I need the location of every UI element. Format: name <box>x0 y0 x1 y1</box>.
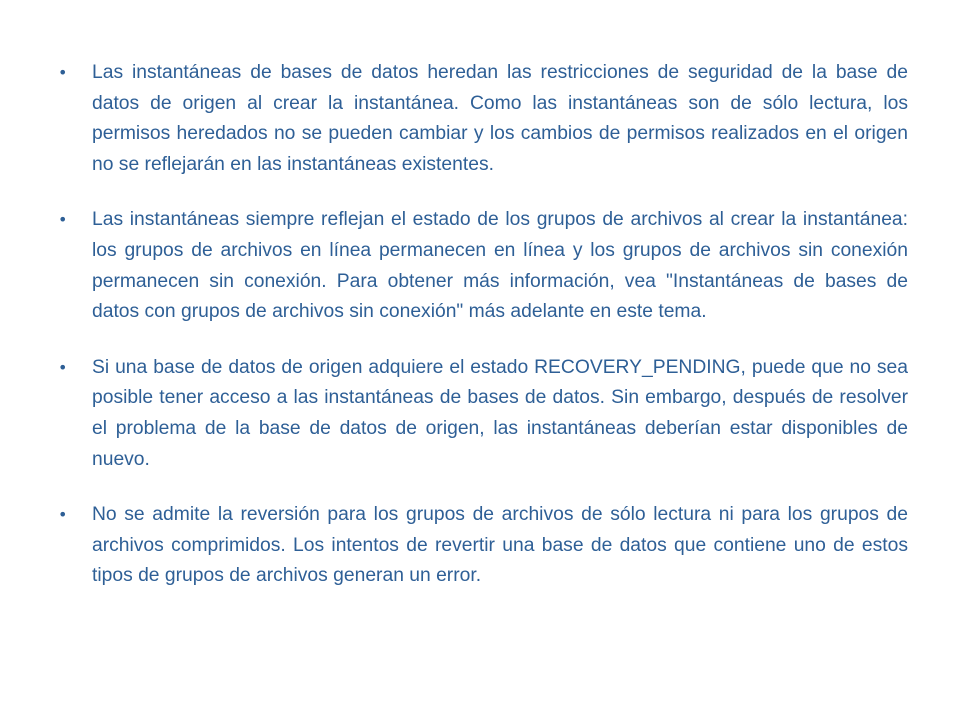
bullet-item-reversion <box>58 500 908 592</box>
bullet-icon: • <box>58 357 68 377</box>
bullet-text: Si una base de datos de origen adquiere el estado RECOVERY_PENDING, puede que no sea posible tener acceso a las instantáneas de bases de datos. Sin embargo, después de resolver el problema de la base de datos de origen, las instantáneas deberían estar disponibles de nuevo. <box>92 356 908 470</box>
bullet-item-filegroup-state <box>58 205 908 327</box>
bullet-item-security <box>58 58 908 180</box>
bullet-text: Las instantáneas de bases de datos heredan las restricciones de seguridad de la base de datos de origen al crear la instantánea. Como las instantáneas son de sólo lectura, los permisos heredados no se pueden cambiar y los cambios de permisos realizados en el origen no se reflejarán en las instantáneas existentes. <box>92 62 908 175</box>
bullet-list <box>58 58 908 617</box>
bullet-item-recovery-pending <box>58 353 908 475</box>
bullet-icon: • <box>58 63 68 82</box>
bullet-icon: • <box>58 505 68 525</box>
bullet-text: Las instantáneas siempre reflejan el estado de los grupos de archivos al crear la instantánea: los grupos de archivos en línea permanecen en línea y los grupos de archivos sin conexión permanecen sin conexión. Para obtener más información, vea "Instantáneas de bases de datos con grupos de archivos sin conexión" más adelante en este tema. <box>92 209 908 323</box>
bullet-icon: • <box>58 210 68 230</box>
bullet-text: No se admite la reversión para los grupos de archivos de sólo lectura ni para los grupos de archivos comprimidos. Los intentos de revertir una base de datos que contiene uno de estos tipos de grupos de archivos generan un error. <box>92 504 908 587</box>
